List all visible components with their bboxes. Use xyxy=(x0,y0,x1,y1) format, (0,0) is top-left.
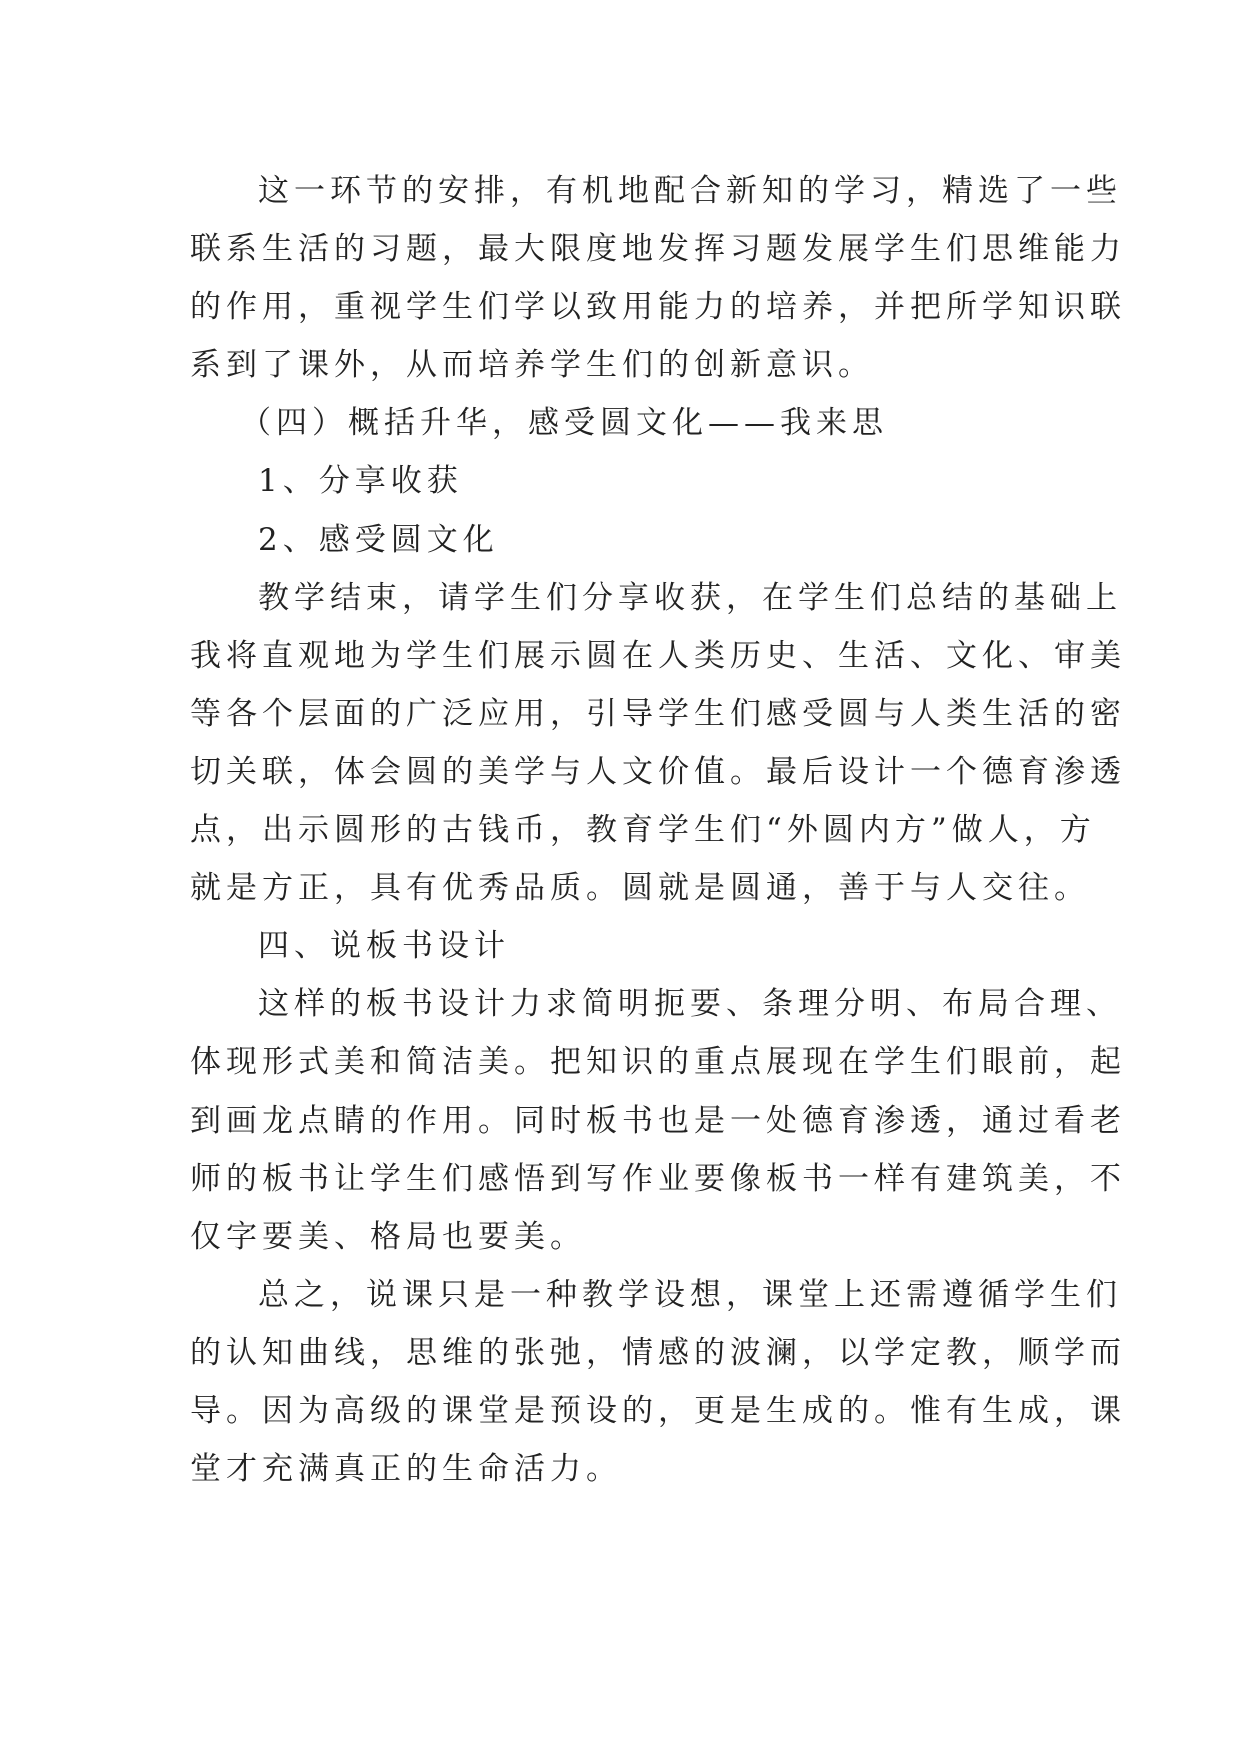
text-line: 就是方正，具有优秀品质。圆就是圆通，善于与人交往。 xyxy=(190,870,1090,907)
text-line: 的作用，重视学生们学以致用能力的培养，并把所学知识联 xyxy=(190,289,1126,326)
text-line: 系到了课外，从而培养学生们的创新意识。 xyxy=(190,347,874,384)
text-line: 体现形式美和简洁美。把知识的重点展现在学生们眼前，起 xyxy=(190,1044,1126,1081)
list-item: 1、分享收获 xyxy=(258,463,463,500)
text-line: 切关联，体会圆的美学与人文价值。最后设计一个德育渗透 xyxy=(190,753,1126,790)
text-line: 到画龙点睛的作用。同时板书也是一处德育渗透，通过看老 xyxy=(190,1102,1126,1139)
list-item: 2、感受圆文化 xyxy=(258,521,499,558)
text-line: 这样的板书设计力求简明扼要、条理分明、布局合理、 xyxy=(258,986,1122,1023)
text-line: 教学结束，请学生们分享收获，在学生们总结的基础上 xyxy=(258,579,1122,616)
document-body xyxy=(190,162,1126,1498)
text-line: 我将直观地为学生们展示圆在人类历史、生活、文化、审美 xyxy=(190,637,1126,674)
text-line: 这一环节的安排，有机地配合新知的学习，精选了一些 xyxy=(258,173,1122,209)
section-heading: （四）概括升华，感受圆文化——我来思 xyxy=(240,405,888,442)
text-line: 仅字要美、格局也要美。 xyxy=(190,1218,586,1255)
text-line: 师的板书让学生们感悟到写作业要像板书一样有建筑美，不 xyxy=(190,1160,1126,1197)
text-line: 导。因为高级的课堂是预设的，更是生成的。惟有生成，课 xyxy=(190,1392,1126,1429)
text-line: 点，出示圆形的古钱币，教育学生们“外圆内方”做人，方 xyxy=(190,812,1096,849)
text-line: 堂才充满真正的生命活力。 xyxy=(190,1451,622,1488)
text-line: 等各个层面的广泛应用，引导学生们感受圆与人类生活的密 xyxy=(190,695,1126,732)
section-heading: 四、说板书设计 xyxy=(258,928,510,965)
text-line: 总之，说课只是一种教学设想，课堂上还需遵循学生们 xyxy=(258,1276,1122,1313)
text-line: 的认知曲线，思维的张弛，情感的波澜，以学定教，顺学而 xyxy=(190,1334,1126,1371)
text-line: 联系生活的习题，最大限度地发挥习题发展学生们思维能力 xyxy=(190,231,1126,268)
